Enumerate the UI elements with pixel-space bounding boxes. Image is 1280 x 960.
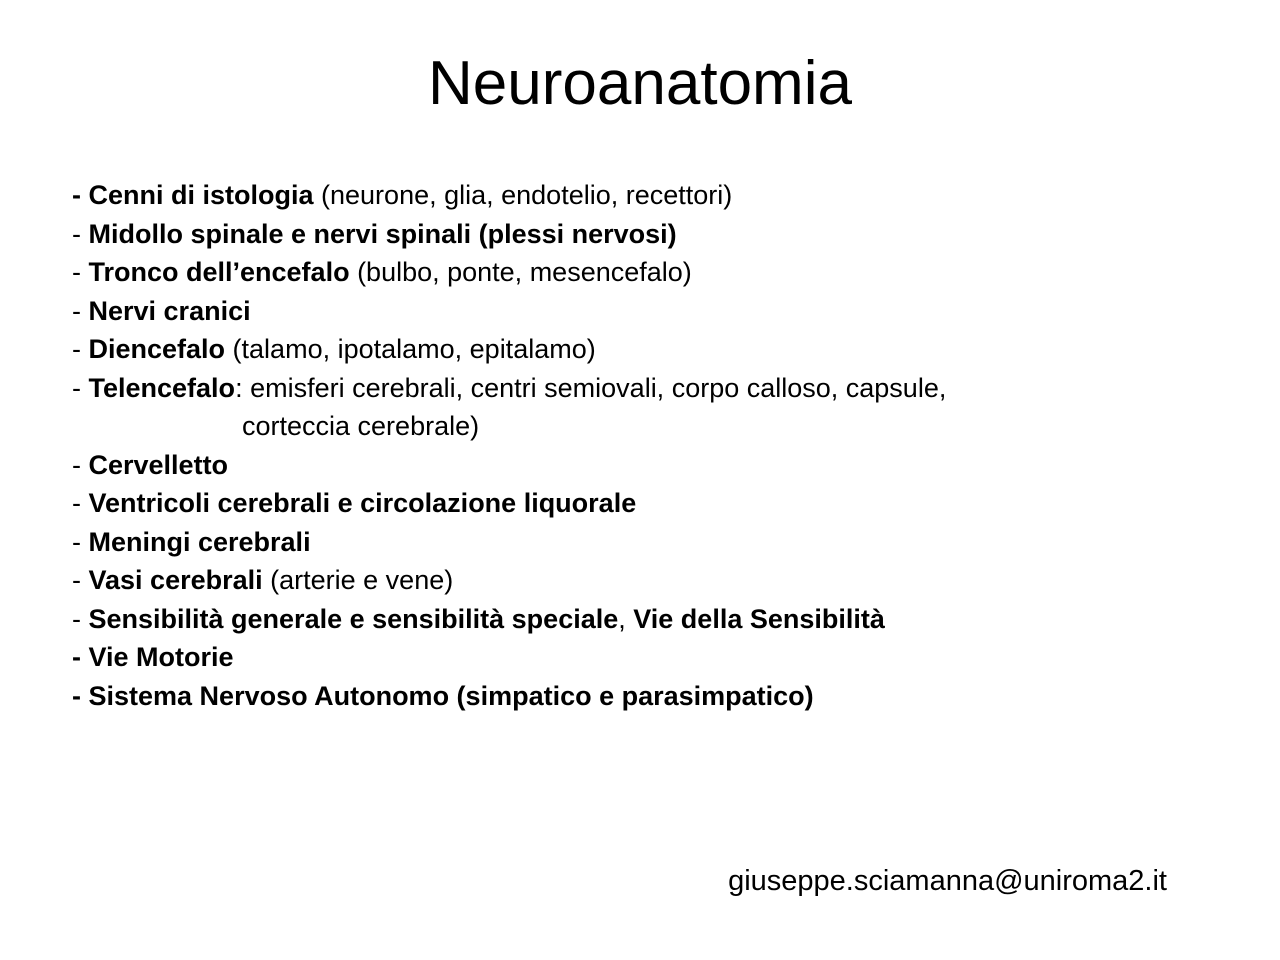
item-bold-2: Vie della Sensibilità <box>633 603 885 634</box>
item-bold: Cervelletto <box>88 449 229 480</box>
item-prefix: - <box>72 488 89 518</box>
list-item <box>72 330 1212 369</box>
item-bold: Vie Motorie <box>88 642 234 672</box>
item-prefix: - <box>72 334 89 364</box>
item-prefix: - <box>72 603 89 634</box>
item-rest: (talamo, ipotalamo, epitalamo) <box>225 334 596 364</box>
item-prefix: - <box>72 218 89 249</box>
item-bold: Diencefalo <box>88 334 226 364</box>
list-item <box>72 523 1212 562</box>
item-bold: Tronco dell’encefalo <box>88 257 350 287</box>
topic-list <box>72 176 1212 715</box>
list-item <box>72 215 1212 254</box>
list-item <box>72 677 1212 716</box>
item-prefix: - <box>72 565 89 595</box>
item-rest: : emisferi cerebrali, centri semiovali, corpo calloso, capsule, <box>235 372 947 403</box>
list-item <box>72 292 1212 331</box>
item-bold: Midollo spinale e nervi spinali (plessi nervosi) <box>88 218 677 249</box>
list-item <box>72 638 1212 677</box>
item-bold: Cenni di istologia <box>88 180 314 210</box>
item-rest: (neurone, glia, endotelio, recettori) <box>313 180 733 210</box>
list-item <box>72 176 1212 215</box>
item-prefix: - <box>72 449 89 480</box>
list-item <box>72 484 1212 523</box>
list-item <box>72 561 1212 600</box>
list-item <box>72 600 1212 639</box>
item-bold: Telencefalo <box>88 372 236 403</box>
item-rest: (bulbo, ponte, mesencefalo) <box>349 257 692 287</box>
item-prefix: - <box>72 180 89 210</box>
item-prefix: - <box>72 257 89 287</box>
slide-title: Neuroanatomia <box>428 49 852 118</box>
contact-email: giuseppe.sciamanna@uniroma2.it <box>728 865 1167 897</box>
item-rest: , <box>618 603 634 634</box>
item-rest: (arterie e vene) <box>262 565 454 595</box>
item-bold: Nervi cranici <box>88 295 251 326</box>
list-item <box>72 446 1212 485</box>
item-prefix: - <box>72 526 89 557</box>
item-prefix: - <box>72 642 89 672</box>
list-item <box>72 253 1212 292</box>
item-bold: Vasi cerebrali <box>88 565 263 595</box>
list-item <box>72 369 1212 446</box>
item-continuation: corteccia cerebrale) <box>242 411 480 441</box>
item-bold: Ventricoli cerebrali e circolazione liquorale <box>88 488 637 518</box>
item-bold: Sensibilità generale e sensibilità speciale <box>88 603 619 634</box>
item-bold: Meningi cerebrali <box>88 526 311 557</box>
item-prefix: - <box>72 680 89 711</box>
item-prefix: - <box>72 372 89 403</box>
item-prefix: - <box>72 295 89 326</box>
item-bold: Sistema Nervoso Autonomo (simpatico e parasimpatico) <box>88 680 814 711</box>
